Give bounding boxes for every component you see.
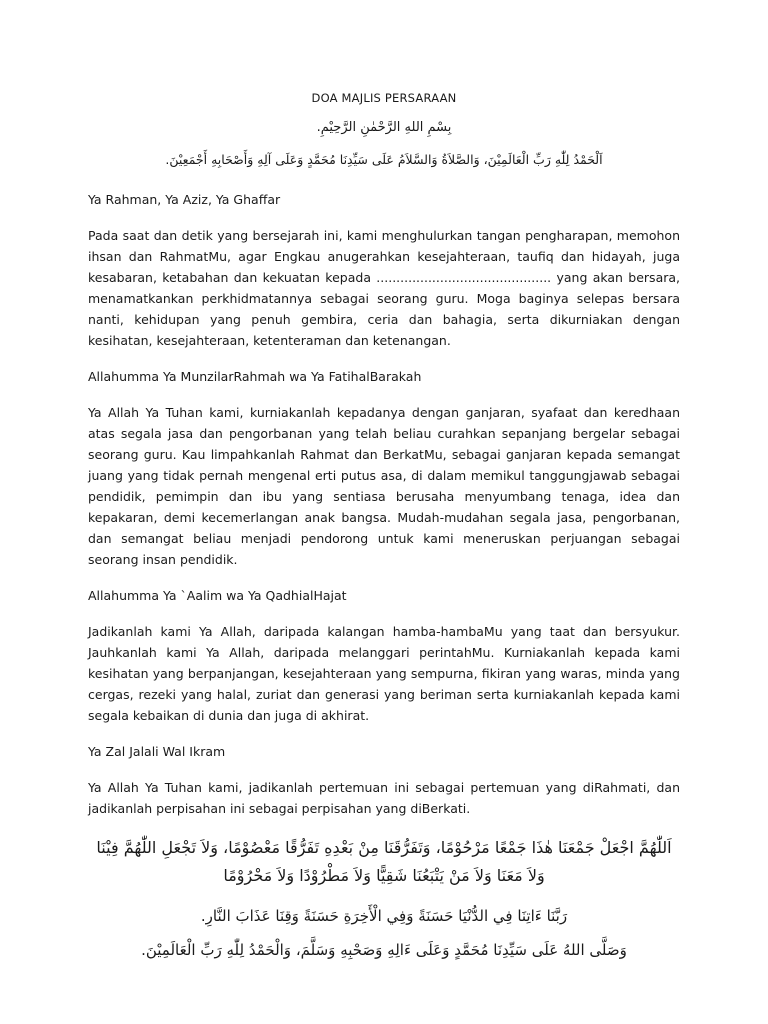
section-heading: Ya Rahman, Ya Aziz, Ya Ghaffar <box>88 192 281 207</box>
section-paragraph: Ya Allah Ya Tuhan kami, jadikanlah pertemuan ini sebagai pertemuan yang diRahmati, dan jadikanlah perpisahan ini sebagai perpisahan yang diBerkati. <box>88 780 680 816</box>
section-heading: Allahumma Ya `Aalim wa Ya QadhialHajat <box>88 588 347 603</box>
section-paragraph: Pada saat dan detik yang bersejarah ini, kami menghulurkan tangan pengharapan, memohon ihsan dan RahmatMu, agar Engkau anugerahkan kesejahteraan, taufiq dan hidayah, juga kesabaran, ketabahan dan kekuatan kepada ............................................ yang akan bersara, menamatkankan perkhidmatannya sebagai seorang guru. Moga baginya selepas bersara nanti, kehidupan yang penuh gembira, ceria dan bahagia, serta dikurniakan dengan kesihatan, kesejahteraan, ketenteraman dan ketenangan. <box>88 228 680 348</box>
arabic-rabbana: رَبَّنَا ءَاتِنَا فِي الدُّنْيَا حَسَنَةً وَفِي الْأَخِرَةِ حَسَنَةً وَقِنَا عَذَابَ النَّارِ. <box>200 907 568 925</box>
arabic-opening-praise: اَلْحَمْدُ لِلّٰهِ رَبِّ الْعَالَمِيْنَ، وَالصَّلاَةُ وَالسَّلاَمُ عَلَى سَيِّدِنَا مُحَمَّدٍ وَعَلَى آلِهِ وَأَصْحَابِهِ أَجْمَعِيْنَ. <box>165 152 603 167</box>
arabic-basmalah: بِسْمِ اللهِ الرَّحْمٰنِ الرَّحِيْمِ. <box>316 120 452 135</box>
section-paragraph: Jadikanlah kami Ya Allah, daripada kalangan hamba-hambaMu yang taat dan bersyukur. Jauhkanlah kami Ya Allah, daripada melanggari perintahMu. Kurniakanlah kepada kami kesihatan yang berpanjangan, kesejahteraan yang sempurna, fikiran yang waras, minda yang cergas, rezeki yang halal, zuriat dan generasi yang beriman serta kurniakanlah kepada kami segala kebaikan di dunia dan juga di akhirat. <box>88 624 680 723</box>
arabic-salawat: وَصَلَّى اللهُ عَلَى سَيِّدِنَا مُحَمَّدٍ وَعَلَى ءَالِهِ وَصَحْبِهِ وَسَلَّمَ، وَالْحَمْدُ لِلّٰهِ رَبِّ الْعَالَمِيْنَ. <box>141 941 627 959</box>
section-heading: Allahumma Ya MunzilarRahmah wa Ya FatihalBarakah <box>88 369 422 384</box>
arabic-closing-doa: اَللّٰهُمَّ اجْعَلْ جَمْعَنَا هٰذَا جَمْعًا مَرْحُوْمًا، وَتَفَرُّقَنَا مِنْ بَعْدِهِ تَفَرُّقًا مَعْصُوْمًا، وَلاَ تَجْعَلِ اللّٰهُمَّ فِيْنَا وَلاَ مَعَنَا وَلاَ مَنْ يَتْبَعُنَا شَقِيًّا وَلاَ مَطْرُوْدًا وَلاَ مَحْرُوْمًا <box>96 838 672 885</box>
section-heading: Ya Zal Jalali Wal Ikram <box>88 744 226 759</box>
document-title: DOA MAJLIS PERSARAAN <box>311 91 457 105</box>
section-paragraph: Ya Allah Ya Tuhan kami, kurniakanlah kepadanya dengan ganjaran, syafaat dan keredhaan atas segala jasa dan pengorbanan yang telah beliau curahkan sepanjang bergelar sebagai seorang guru. Kau limpahkanlah Rahmat dan BerkatMu, sebagai ganjaran kepada semangat juang yang tidak pernah mengenal erti putus asa, di dalam memikul tanggungjawab sebagai pendidik, pemimpin dan ibu yang sentiasa berusaha menyumbang tenaga, idea dan kepakaran, demi kecemerlangan anak bangsa. Mudah-mudahan segala jasa, pengorbanan, dan semangat beliau menjadi pendorong untuk kami meneruskan perjuangan sebagai seorang insan pendidik. <box>88 405 680 567</box>
document-page <box>88 88 680 962</box>
